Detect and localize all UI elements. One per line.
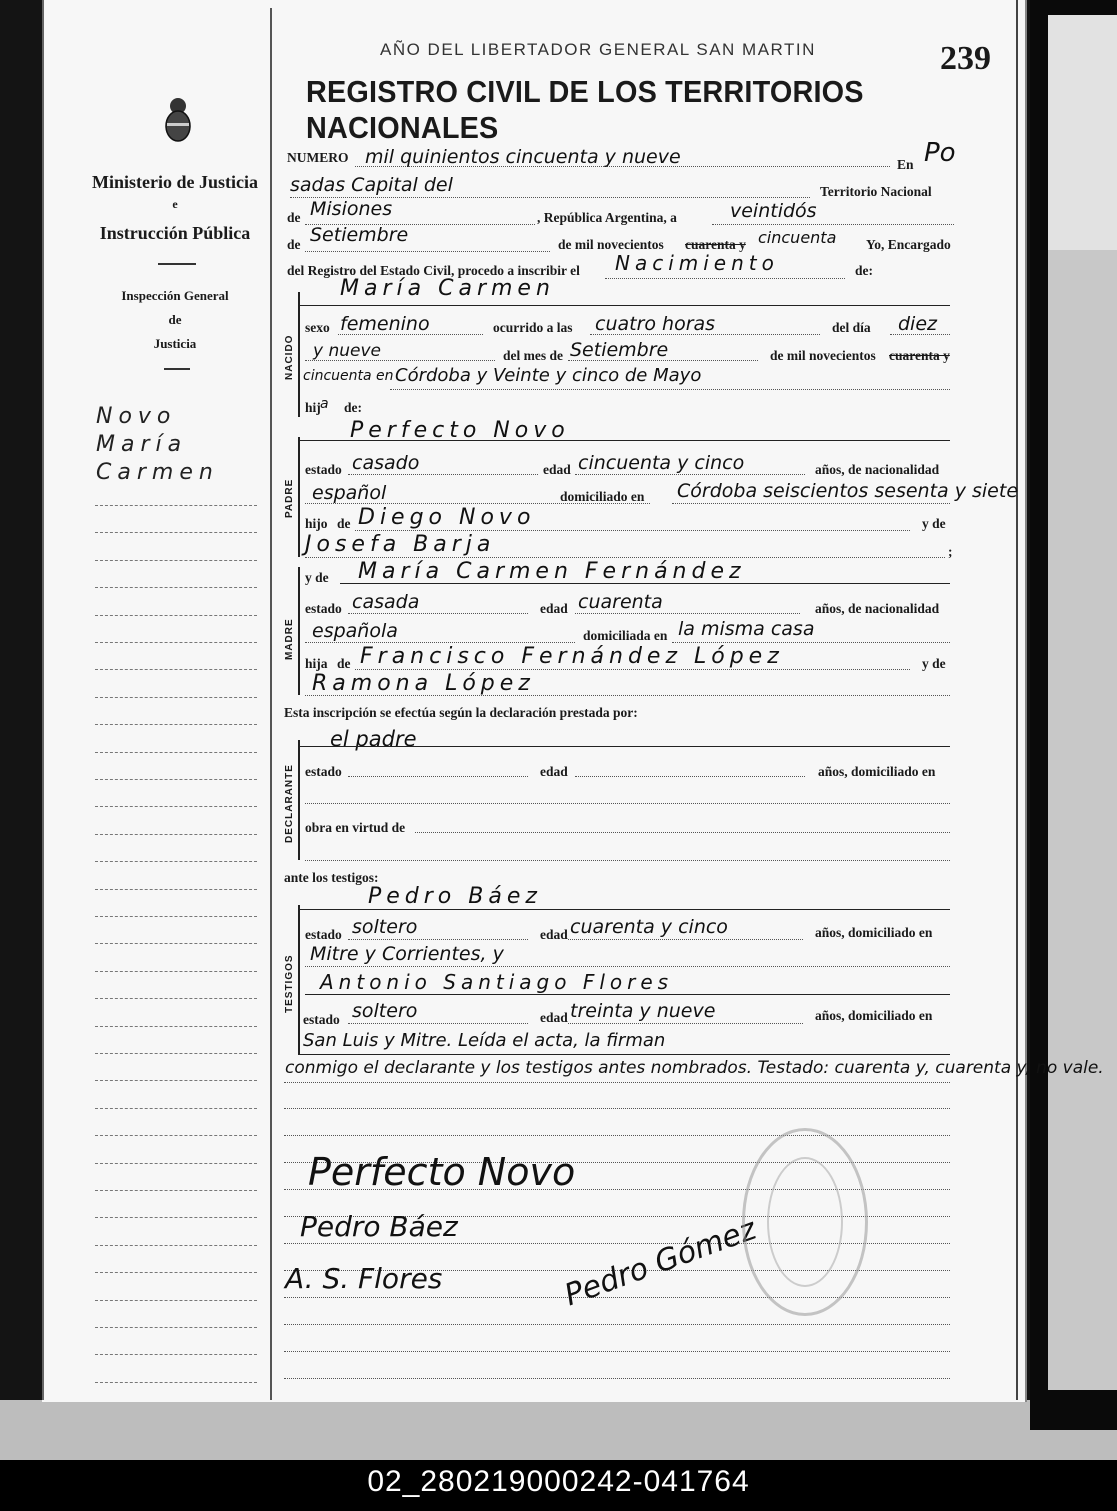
rule (338, 334, 483, 335)
signature-ruled-line (284, 1297, 950, 1298)
rule (605, 278, 845, 279)
stub-ruled-line (95, 669, 257, 670)
stub-dash (158, 263, 196, 265)
label-declarante-estado: estado (305, 764, 342, 779)
stub-ruled-line (95, 1080, 257, 1081)
label-madre-y-de: y de (922, 656, 946, 671)
signature-ruled-line (284, 1351, 950, 1352)
hw-padre-madre: Josefa Barja (305, 532, 496, 557)
hw-hij-suffix: a (320, 396, 329, 412)
hw-dia-nac: diez (898, 313, 938, 335)
stub-ruled-line (95, 1382, 257, 1383)
section-label-declarante: DECLARANTE (284, 764, 295, 843)
label-padre-edad: edad (543, 462, 571, 477)
stub-ruled-line (95, 861, 257, 862)
stub-ruled-line (95, 806, 257, 807)
stub-ruled-line (95, 1245, 257, 1246)
hw-padre-domicilio: Córdoba seiscientos sesenta y siete (677, 480, 1019, 502)
header-year-line: AÑO DEL LIBERTADOR GENERAL SAN MARTIN (380, 40, 816, 59)
label-testigo1-anios: años, domiciliado en (815, 925, 933, 940)
rule (305, 557, 945, 558)
label-cuarenta-struck: cuarenta y (685, 237, 746, 252)
stub-ministry-line2: Instrucción Pública (99, 223, 251, 243)
label-obra: obra en virtud de (305, 820, 406, 835)
label-y-de-madre: y de (305, 570, 329, 585)
stub-ruled-line (95, 889, 257, 890)
official-stamp (742, 1128, 868, 1316)
stub-given-name-1: María (96, 432, 188, 457)
stub-ruled-line (95, 1327, 257, 1328)
page-left-edge (42, 0, 44, 1400)
rule (355, 669, 910, 670)
rule (298, 909, 950, 910)
stub-ruled-line (95, 615, 257, 616)
madre-bracket (298, 567, 300, 695)
label-yo-encargado: Yo, Encargado (866, 237, 951, 252)
hw-madre-edad: cuarenta (578, 591, 663, 613)
label-del-mes: del mes de (503, 348, 563, 363)
stub-ruled-line (95, 752, 257, 753)
stub-dash-2 (164, 368, 190, 370)
stub-ruled-line (95, 779, 257, 780)
label-del-registro: del Registro del Estado Civil, procedo a inscribir el (287, 263, 580, 278)
stub-inspection-line3: Justicia (153, 336, 197, 351)
hw-testigo1-edad: cuarenta y cinco (570, 916, 728, 938)
book-page-edge-lower (1048, 250, 1117, 1390)
stub-ruled-line (95, 1300, 257, 1301)
rule (305, 360, 495, 361)
hw-anio-nac: cincuenta en (303, 368, 394, 384)
rule (348, 613, 528, 614)
hw-madre-domicilio: la misma casa (678, 618, 815, 640)
page-number: 239 (940, 40, 991, 77)
section-label-padre: PADRE (284, 478, 295, 518)
label-madre-domicilio: domiciliada en (583, 628, 668, 643)
label-sexo: sexo (305, 320, 330, 335)
hw-nombre: María Carmen (340, 276, 555, 301)
label-de-colon: de: (855, 263, 873, 278)
hw-padre-padre: Diego Novo (358, 505, 536, 530)
page-right-edge (1016, 0, 1018, 1400)
label-testigo1-estado: estado (305, 927, 342, 942)
hw-testigo2: Antonio Santiago Flores (320, 970, 674, 994)
rule (305, 803, 950, 804)
stub-ruled-line (95, 971, 257, 972)
signature-father: Perfecto Novo (308, 1150, 576, 1194)
hw-hora: cuatro horas (595, 313, 716, 335)
label-semicolon: ; (948, 544, 953, 559)
label-hij: hij (305, 400, 321, 415)
label-madre-edad: edad (540, 601, 568, 616)
stub-ruled-line (95, 834, 257, 835)
label-ocurrido: ocurrido a las (493, 320, 573, 335)
signature-ruled-line (284, 1378, 950, 1379)
hw-testigo2-dom: San Luis y Mitre. Leída el acta, la firman (303, 1030, 666, 1051)
stub-ministry-conj: e (172, 197, 178, 211)
label-padre-hijo-de: de (337, 516, 351, 531)
rule (575, 613, 800, 614)
rule (305, 251, 550, 252)
rule (348, 939, 528, 940)
stub-ruled-line (95, 1354, 257, 1355)
background-strip (0, 1400, 1117, 1460)
label-cuarenta-struck-2: cuarenta y (889, 348, 950, 363)
label-madre-anios: años, de nacionalidad (815, 601, 940, 616)
hw-lugar-nac: Córdoba y Veinte y cinco de Mayo (395, 365, 702, 386)
label-ante-testigos: ante los testigos: (284, 870, 379, 885)
stub-ruled-line (95, 998, 257, 999)
section-label-nacido: NACIDO (284, 334, 295, 380)
label-madre-hija-de: de (337, 656, 351, 671)
signature-ruled-line (284, 1324, 950, 1325)
rule (305, 860, 950, 861)
hw-testigo2-estado: soltero (352, 1000, 418, 1022)
hw-madre-padre: Francisco Fernández López (360, 644, 784, 669)
hw-madre-nacionalidad: española (312, 620, 398, 642)
stub-ruled-line (95, 1108, 257, 1109)
stub-ruled-line (95, 943, 257, 944)
section-label-madre: MADRE (284, 618, 295, 660)
stub-ruled-line (95, 1135, 257, 1136)
rule (298, 746, 950, 747)
rule (590, 334, 820, 335)
hw-padre-nombre: Perfecto Novo (350, 418, 570, 443)
label-testigo1-edad: edad (540, 927, 568, 942)
hw-numero: mil quinientos cincuenta y nueve (365, 146, 681, 168)
coat-of-arms-icon (163, 94, 193, 142)
rule (568, 360, 758, 361)
rule (712, 224, 954, 225)
rule (672, 503, 950, 504)
hw-mes: Setiembre (310, 224, 409, 246)
signature-officer: Pedro Gómez (560, 1211, 761, 1314)
hw-padre-estado: casado (352, 452, 420, 474)
rule (298, 1054, 950, 1055)
hw-dia-nac-2: y nueve (313, 341, 381, 361)
label-declarante-anios: años, domiciliado en (818, 764, 936, 779)
rule (298, 440, 950, 441)
rule (305, 994, 950, 995)
hw-closing-line1: conmigo el declarante y los testigos antes nombrados. Testado: cuarenta y, cuarenta y, no vale. (285, 1058, 1104, 1078)
rule (298, 305, 950, 306)
label-testigo2-estado: estado (303, 1012, 340, 1027)
label-hij-de: de: (344, 400, 362, 415)
stub-ruled-line (95, 1163, 257, 1164)
label-testigo2-edad: edad (540, 1010, 568, 1025)
stub-divider (270, 8, 272, 1400)
declarante-bracket (298, 740, 300, 860)
hw-testigo1-dom: Mitre y Corrientes, y (310, 943, 504, 965)
stub-ruled-line (95, 1272, 257, 1273)
signature-witness-1: Pedro Báez (300, 1210, 458, 1243)
rule (575, 474, 805, 475)
label-numero: NUMERO (287, 150, 349, 165)
hw-madre-estado: casada (352, 591, 420, 613)
rule (340, 583, 950, 584)
rule (390, 389, 950, 390)
stub-ruled-line (95, 532, 257, 533)
hw-dia: veintidós (730, 200, 817, 222)
label-padre-hijo: hijo (305, 516, 328, 531)
hw-madre-madre: Ramona López (312, 671, 535, 696)
hw-territorio: Misiones (310, 198, 393, 220)
hw-testigo2-edad: treinta y nueve (570, 1000, 716, 1022)
hw-acto: Nacimiento (615, 251, 779, 275)
stub-ruled-line (95, 916, 257, 917)
stub-ruled-line (95, 1217, 257, 1218)
label-padre-estado: estado (305, 462, 342, 477)
stub-ministry-line1: Ministerio de Justicia (92, 172, 258, 192)
stub-ruled-line (95, 1053, 257, 1054)
label-declarante-edad: edad (540, 764, 568, 779)
hw-testigo1: Pedro Báez (368, 884, 542, 909)
label-madre-estado: estado (305, 601, 342, 616)
stub-ruled-line (95, 697, 257, 698)
hw-place-part2: sadas Capital del (290, 174, 453, 196)
rule (348, 776, 528, 777)
label-del-dia: del día (832, 320, 871, 335)
hw-anio: cincuenta (758, 228, 837, 247)
hw-padre-nacionalidad: español (312, 482, 387, 504)
hw-madre-nombre: María Carmen Fernández (358, 559, 746, 584)
signature-ruled-line (284, 1135, 950, 1136)
rule (348, 1023, 528, 1024)
hw-testigo1-estado: soltero (352, 916, 418, 938)
stub-ruled-line (95, 1026, 257, 1027)
label-republica: , República Argentina, a (537, 210, 677, 225)
rule (415, 832, 950, 833)
label-padre-y-de: y de (922, 516, 946, 531)
stub-inspection-line2: de (168, 312, 182, 327)
rule (305, 966, 950, 967)
rule (305, 642, 575, 643)
official-stamp-inner-ring (767, 1157, 843, 1287)
padre-bracket (298, 437, 300, 557)
signature-witness-2: A. S. Flores (285, 1262, 443, 1295)
label-declaracion: Esta inscripción se efectúa según la declaración prestada por: (284, 705, 638, 720)
rule (355, 530, 910, 531)
testigos-bracket (298, 905, 300, 1055)
rule (568, 1023, 803, 1024)
stub-inspection-line1: Inspección General (121, 288, 229, 303)
rule (348, 474, 538, 475)
label-de-2: de (287, 237, 301, 252)
rule (575, 776, 805, 777)
stub-ruled-line (95, 724, 257, 725)
label-en: En (897, 157, 914, 172)
label-testigo2-anios: años, domiciliado en (815, 1008, 933, 1023)
nacido-bracket (298, 292, 300, 417)
label-padre-domicilio: domiciliado en (560, 489, 645, 504)
image-id-caption: 02_280219000242-041764 (367, 1465, 750, 1498)
stub-ruled-line (95, 587, 257, 588)
rule (672, 642, 950, 643)
rule (284, 1108, 950, 1109)
rule (284, 1082, 950, 1083)
section-label-testigos: TESTIGOS (284, 954, 295, 1013)
stub-given-name-2: Carmen (96, 460, 219, 485)
rule (890, 334, 950, 335)
hw-place-part1: Po (924, 138, 956, 168)
label-territorio: Territorio Nacional (820, 184, 932, 199)
rule (305, 695, 950, 696)
label-de: de (287, 210, 301, 225)
stub-ruled-line (95, 642, 257, 643)
label-de-mil: de mil novecientos (558, 237, 664, 252)
rule (568, 939, 803, 940)
stub-ruled-line (95, 560, 257, 561)
label-padre-anios: años, de nacionalidad (815, 462, 940, 477)
hw-padre-edad: cincuenta y cinco (578, 452, 745, 474)
register-title: REGISTRO CIVIL DE LOS TERRITORIOS NACIONALES (306, 74, 864, 145)
hw-mes-nac: Setiembre (570, 339, 669, 361)
hw-sexo: femenino (340, 313, 430, 335)
label-madre-hija: hija (305, 656, 328, 671)
stub-surname: Novo (96, 404, 177, 429)
stub-ruled-line (95, 1190, 257, 1191)
stub-ruled-line (95, 505, 257, 506)
hw-declarante: el padre (330, 727, 417, 751)
label-de-mil-nov: de mil novecientos (770, 348, 876, 363)
